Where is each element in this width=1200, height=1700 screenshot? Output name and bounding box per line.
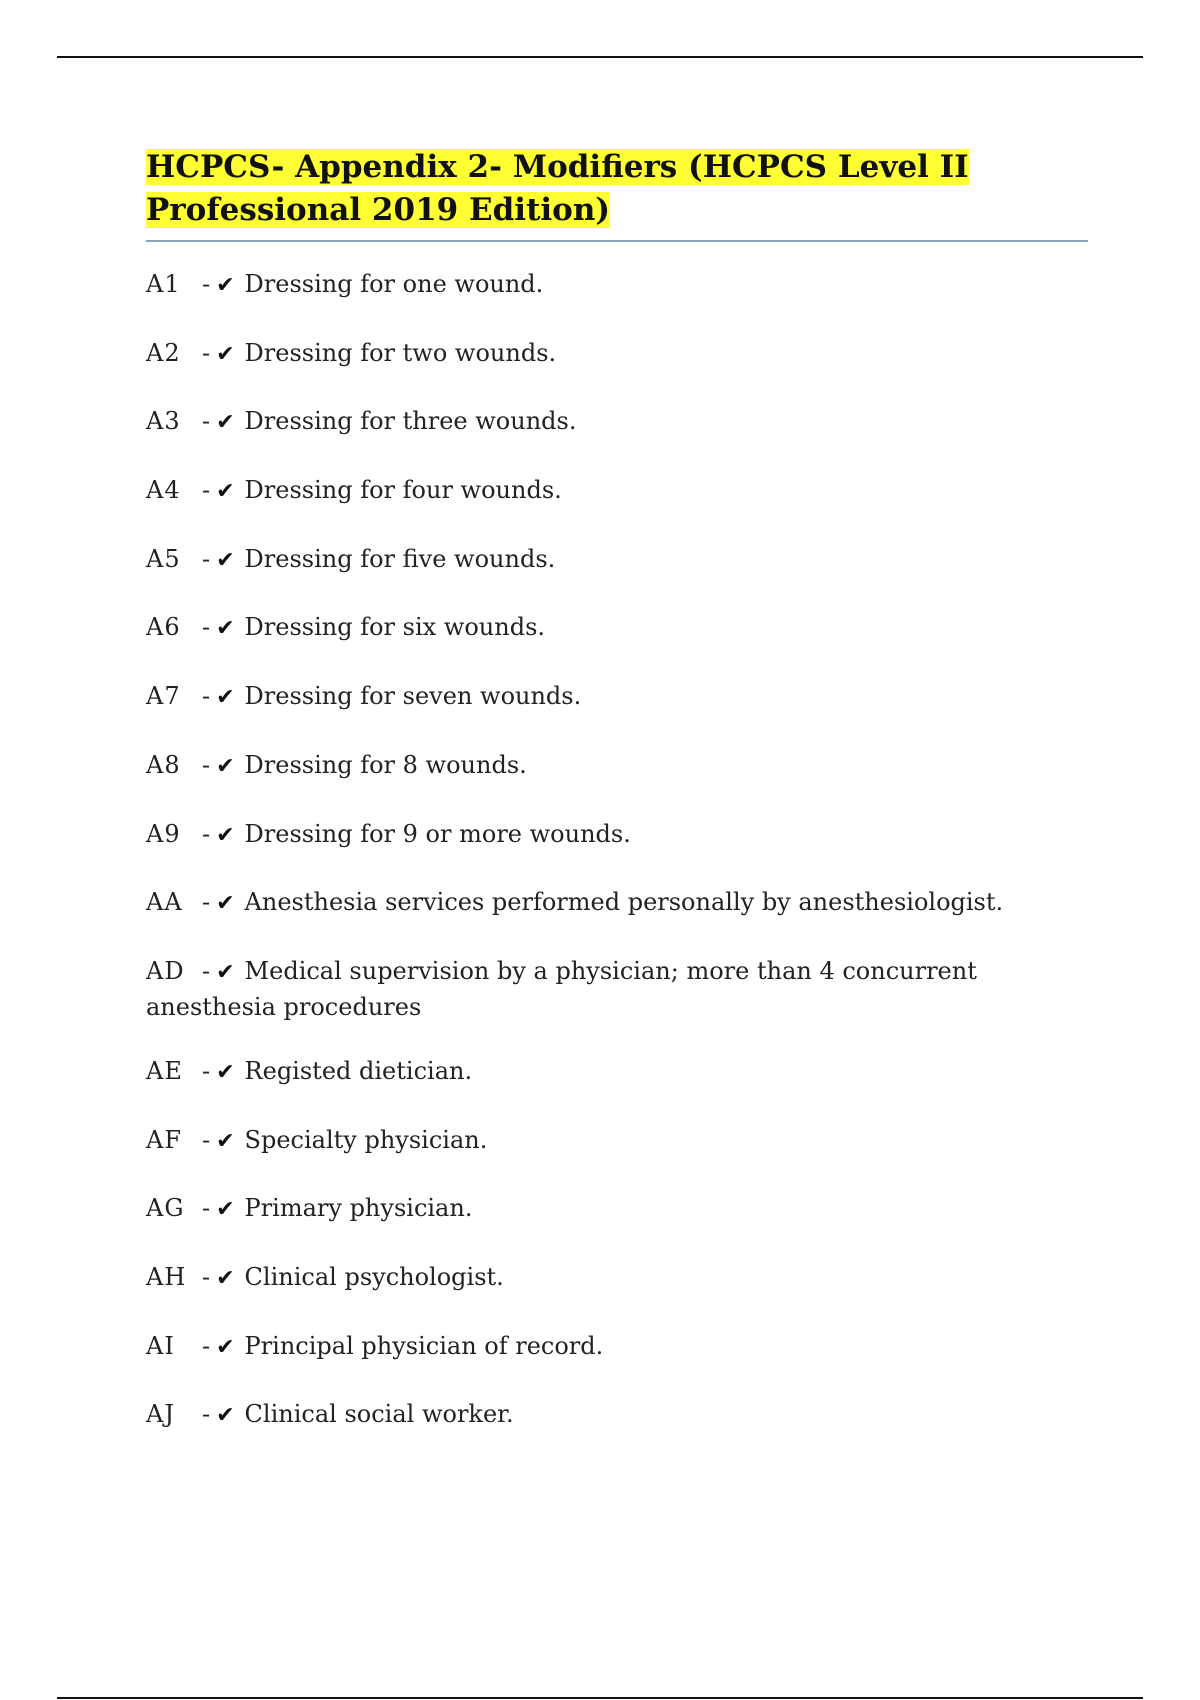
checkmark-icon: ✔ [216,822,235,848]
title-line-1: HCPCS- Appendix 2- Modifiers (HCPCS Level II [146,149,969,185]
list-item [146,404,1088,440]
checkmark-icon: ✔ [216,616,235,642]
list-item [146,1123,1088,1159]
list-item [146,885,1088,921]
modifier-code: A4 [146,476,181,505]
checkmark-icon: ✔ [216,479,235,505]
modifier-code: AF [146,1125,182,1154]
dash-separator: - [202,1331,211,1360]
list-item [146,679,1088,715]
dash-separator: - [202,682,211,711]
checkmark-icon: ✔ [216,1334,235,1360]
modifier-code: AH [146,1262,187,1291]
modifier-description: Clinical psychologist. [244,1262,504,1291]
modifier-description: Anesthesia services performed personally by anesthesiologist. [244,888,1004,917]
dash-separator: - [202,1056,211,1085]
modifier-description: Primary physician. [244,1194,473,1223]
dash-separator: - [202,613,211,642]
checkmark-icon: ✔ [216,273,235,298]
list-item [146,1397,1088,1433]
checkmark-icon: ✔ [216,1265,235,1291]
modifier-code: A9 [146,819,181,848]
list-item [146,954,1088,1024]
modifier-code: A7 [146,682,181,711]
modifier-description: Dressing for five wounds. [244,544,556,573]
checkmark-icon: ✔ [216,1197,235,1223]
modifier-code: AI [146,1331,175,1360]
list-item [146,1329,1088,1365]
checkmark-icon: ✔ [216,891,235,917]
dash-separator: - [202,819,211,848]
modifier-code: A5 [146,544,181,573]
modifier-description: Dressing for 8 wounds. [244,750,527,779]
checkmark-icon: ✔ [216,685,235,711]
modifier-code: AG [146,1194,185,1223]
dash-separator: - [202,338,211,367]
list-item [146,817,1088,853]
modifier-code: AA [146,888,183,917]
modifier-code: A1 [146,270,181,298]
checkmark-icon: ✔ [216,959,235,985]
modifier-code: A8 [146,750,181,779]
dash-separator: - [202,476,211,505]
dash-separator: - [202,750,211,779]
modifier-description: Dressing for seven wounds. [244,682,582,711]
checkmark-icon: ✔ [216,341,235,367]
dash-separator: - [202,270,211,298]
modifier-code: A2 [146,338,181,367]
modifier-code: A3 [146,407,181,436]
dash-separator: - [202,1400,211,1429]
checkmark-icon: ✔ [216,1128,235,1154]
modifier-description: Dressing for two wounds. [244,338,557,367]
modifier-code: AD [146,956,185,985]
dash-separator: - [202,1194,211,1223]
modifier-description: Dressing for one wound. [244,270,544,298]
modifier-description: Medical supervision by a physician; more than 4 concurrent anesthesia procedures [146,956,977,1021]
dash-separator: - [202,1125,211,1154]
title-underline [146,240,1088,242]
dash-separator: - [202,956,211,985]
modifier-code: AE [146,1056,183,1085]
document-body [146,146,1088,1466]
page-top-rule [57,56,1143,58]
title-line-2: Professional 2019 Edition) [146,192,611,228]
checkmark-icon: ✔ [216,410,235,436]
modifier-code: AJ [146,1400,175,1429]
modifier-description: Specialty physician. [244,1125,488,1154]
list-item [146,610,1088,646]
document-title [146,146,1088,232]
dash-separator: - [202,544,211,573]
checkmark-icon: ✔ [216,753,235,779]
modifier-description: Dressing for 9 or more wounds. [244,819,631,848]
checkmark-icon: ✔ [216,1059,235,1085]
list-item [146,748,1088,784]
modifier-description: Dressing for four wounds. [244,476,562,505]
dash-separator: - [202,1262,211,1291]
dash-separator: - [202,888,211,917]
modifier-description: Clinical social worker. [244,1400,514,1429]
list-item [146,542,1088,578]
checkmark-icon: ✔ [216,547,235,573]
modifier-description: Dressing for three wounds. [244,407,577,436]
list-item [146,267,1088,303]
modifier-list [146,267,1088,1433]
list-item [146,1260,1088,1296]
list-item [146,1054,1088,1090]
page-bottom-rule [57,1697,1143,1699]
list-item [146,1191,1088,1227]
modifier-code: A6 [146,613,181,642]
list-item [146,336,1088,372]
checkmark-icon: ✔ [216,1403,235,1429]
modifier-description: Dressing for six wounds. [244,613,546,642]
modifier-description: Principal physician of record. [244,1331,604,1360]
modifier-description: Registed dietician. [244,1056,473,1085]
list-item [146,473,1088,509]
dash-separator: - [202,407,211,436]
